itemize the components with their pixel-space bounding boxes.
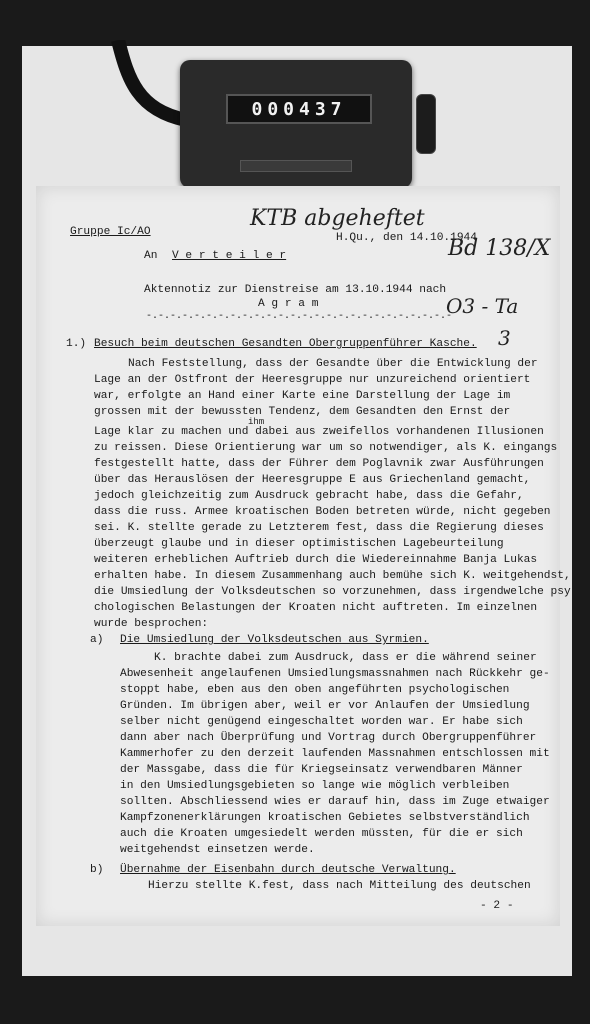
counter-cable <box>108 40 188 150</box>
text-line: chologischen Belastungen der Kroaten nicht auftreten. Im einzelnen <box>94 602 538 614</box>
recipient-prefix: An <box>144 250 158 262</box>
text-line: dann aber nach Überprüfung und Vortrag durch Obergruppenführer <box>120 732 537 744</box>
text-line: auch die Kroaten umgesiedelt werden müssten, für die er sich <box>120 828 523 840</box>
inserted-word: ihm <box>248 417 265 427</box>
text-line: Gründen. Im übrigen aber, weil er vor Anlaufen der Umsiedlung <box>120 700 530 712</box>
text-line: festgestellt hatte, dass der Führer dem Poglavnik zwar Ausführungen <box>94 458 544 470</box>
counter-window <box>226 94 372 124</box>
text-line: weitgehendst einsetzen werde. <box>120 844 315 856</box>
office-annotation: O3 - Ta <box>446 294 519 318</box>
text-line: stoppt habe, eben aus den oben angeführten psychologischen <box>120 684 510 696</box>
text-line: selber nicht genügend eingeschaltet worden war. Er habe sich <box>120 716 523 728</box>
check-mark-annotation: 3 <box>498 326 511 350</box>
text-line: wurde besprochen: <box>94 618 209 630</box>
document-title: Aktennotiz zur Dienstreise am 13.10.1944 nach <box>144 284 447 296</box>
counter-digits: 000437 <box>251 98 347 120</box>
text-line: Nach Feststellung, dass der Gesandte über die Entwicklung der <box>128 358 538 370</box>
counter-slot <box>240 160 352 172</box>
page-number: - 2 - <box>480 900 514 912</box>
text-line: der Massgabe, dass die für Kriegseinsatz verwendbaren Männer <box>120 764 523 776</box>
ktb-annotation: KTB abgeheftet <box>250 206 425 231</box>
sub-a-marker: a) <box>90 634 104 646</box>
text-line: Hierzu stellte K.fest, dass nach Mitteilung des deutschen <box>148 880 531 892</box>
sub-b-heading: Übernahme der Eisenbahn durch deutsche Verwaltung. <box>120 864 456 876</box>
text-line: Abwesenheit angelaufenen Umsiedlungsmassnahmen nach Rückkehr ge- <box>120 668 550 680</box>
text-line: jedoch gleichzeitig zum Ausdruck gebracht habe, dass die Gefahr, <box>94 490 524 502</box>
destination: A g r a m <box>258 298 319 310</box>
document-page <box>36 186 578 926</box>
title-divider: -.-.-.-.-.-.-.-.-.-.-.-.-.-.-.-.-.-.-.-.-.-.-.-.-.- <box>146 311 453 322</box>
group-label: Gruppe Ic/AO <box>70 226 151 238</box>
text-line: Lage an der Ostfront der Heeresgruppe nur unzureichend orientiert <box>94 374 531 386</box>
text-line: die Umsiedlung der Volksdeutschen so vorzunehmen, dass irgendwelche psy- <box>94 586 578 598</box>
sub-a-heading: Die Umsiedlung der Volksdeutschen aus Syrmien. <box>120 634 429 646</box>
text-line: Kampfzonenerklärungen kroatischen Gebietes selbstverständlich <box>120 812 530 824</box>
text-line: Lage klar zu machen und dabei aus zweifellos vorhandenen Illusionen <box>94 426 544 438</box>
recipient: V e r t e i l e r <box>172 250 287 262</box>
text-line: überzeugt glaube und in dieser optimistischen Lagebeurteilung <box>94 538 504 550</box>
text-line: in den Umsiedlungsgebieten so lange wie möglich verbleiben <box>120 780 510 792</box>
text-line: K. brachte dabei zum Ausdruck, dass er die während seiner <box>154 652 537 664</box>
text-line: sei. K. stellte gerade zu Letzterem fest, dass die Regierung dieses <box>94 522 544 534</box>
sub-b-marker: b) <box>90 864 104 876</box>
counter-knob <box>416 94 436 154</box>
text-line: dass die russ. Armee kroatischen Boden betreten würde, nicht gegeben <box>94 506 551 518</box>
reference-annotation: Bd 138/X <box>448 236 551 261</box>
text-line: erhalten habe. In diesem Zusammenhang auch bemühe sich K. weitgehendst, <box>94 570 571 582</box>
place-date: H.Qu., den 14.10.1944 <box>336 232 477 244</box>
section-1-number: 1.) <box>66 338 87 350</box>
text-line: weiteren erheblichen Auftrieb durch die Wiedereinnahme Banja Lukas <box>94 554 538 566</box>
text-line: grossen mit der bewussten Tendenz, dem Gesandten den Ernst der <box>94 406 511 418</box>
section-1-heading: Besuch beim deutschen Gesandten Obergruppenführer Kasche. <box>94 338 477 350</box>
text-line: war, erfolgte an Hand einer Karte eine Darstellung der Lage im <box>94 390 511 402</box>
text-line: über das Herauslösen der Heeresgruppe E aus Griechenland gemacht, <box>94 474 531 486</box>
text-line: Kammerhofer zu den derzeit laufenden Massnahmen entschlossen mit <box>120 748 550 760</box>
text-line: zu reissen. Diese Orientierung war um so notwendiger, als K. eingangs <box>94 442 558 454</box>
text-line: sollten. Abschliessend wies er darauf hin, dass im Zuge etwaiger <box>120 796 550 808</box>
frame-counter <box>180 60 412 188</box>
